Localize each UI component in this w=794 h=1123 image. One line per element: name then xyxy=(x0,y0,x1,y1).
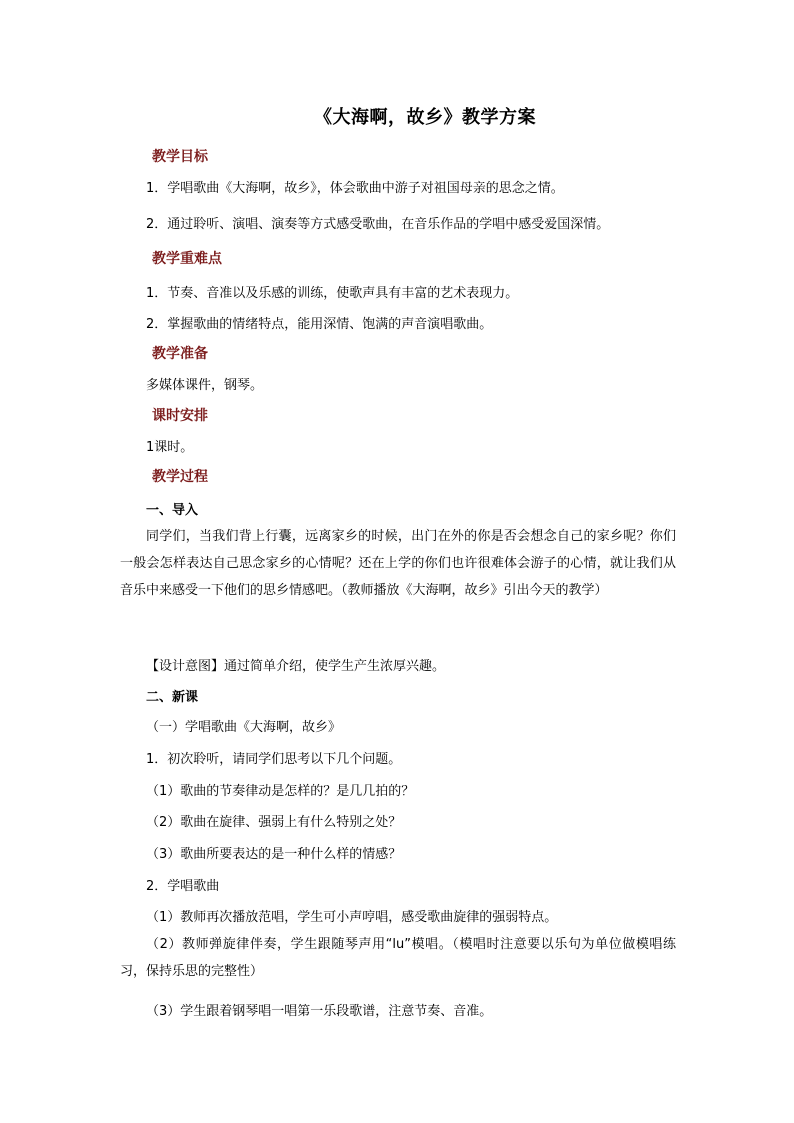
sub-heading-1: （一）学唱歌曲《大海啊，故乡》 xyxy=(146,720,342,735)
document-title: 《大海啊，故乡》教学方案 xyxy=(314,107,536,128)
prep-text: 多媒体课件，钢琴。 xyxy=(146,378,264,393)
activity-1: （1）教师再次播放范唱，学生可小声哼唱，感受歌曲旋律的强弱特点。 xyxy=(146,910,558,925)
design-intent: 【设计意图】通过简单介绍，使学生产生浓厚兴趣。 xyxy=(146,659,446,674)
question-3: （3）歌曲所要表达的是一种什么样的情感？ xyxy=(146,847,402,862)
heading-prep: 教学准备 xyxy=(152,346,208,362)
goal-item-2: 2．通过聆听、演唱、演奏等方式感受歌曲，在音乐作品的学唱中感受爱国深情。 xyxy=(146,217,610,232)
keypoint-item-1: 1．节奏、音准以及乐感的训练，使歌声具有丰富的艺术表现力。 xyxy=(146,286,519,301)
heading-keypoints: 教学重难点 xyxy=(152,251,222,267)
schedule-text: 1课时。 xyxy=(146,440,194,455)
goal-item-1: 1．学唱歌曲《大海啊，故乡》，体会歌曲中游子对祖国母亲的思念之情。 xyxy=(146,181,564,196)
part1-heading: 一、导入 xyxy=(146,503,199,518)
keypoint-item-2: 2．掌握歌曲的情绪特点，能用深情、饱满的声音演唱歌曲。 xyxy=(146,317,493,332)
step-1: 1．初次聆听，请同学们思考以下几个问题。 xyxy=(146,752,402,767)
question-1: （1）歌曲的节奏律动是怎样的？是几几拍的？ xyxy=(146,784,415,799)
activity-3: （3）学生跟着钢琴唱一唱第一乐段歌谱，注意节奏、音准。 xyxy=(146,1004,493,1019)
heading-goals: 教学目标 xyxy=(152,149,208,165)
question-2: （2）歌曲在旋律、强弱上有什么特别之处？ xyxy=(146,815,402,830)
intro-paragraph: 同学们，当我们背上行囊，远离家乡的时候，出门在外的你是否会想念自己的家乡呢？你们一般会怎样表达自己思念家乡的心情呢？还在上学的你们也许很难体会游子的心情，就让我们从音乐中来感受一下他们的思乡情感吧。（教师播放《大海啊，故乡》引出今天的教学） xyxy=(120,529,676,598)
activity-2: （2）教师弹旋律伴奏，学生跟随琴声用“lu”模唱。（模唱时注意要以乐句为单位做模唱练习，保持乐思的完整性） xyxy=(120,937,676,979)
heading-schedule: 课时安排 xyxy=(152,408,208,424)
part2-heading: 二、新课 xyxy=(146,690,199,705)
heading-process: 教学过程 xyxy=(152,469,208,485)
step-2: 2．学唱歌曲 xyxy=(146,879,220,894)
